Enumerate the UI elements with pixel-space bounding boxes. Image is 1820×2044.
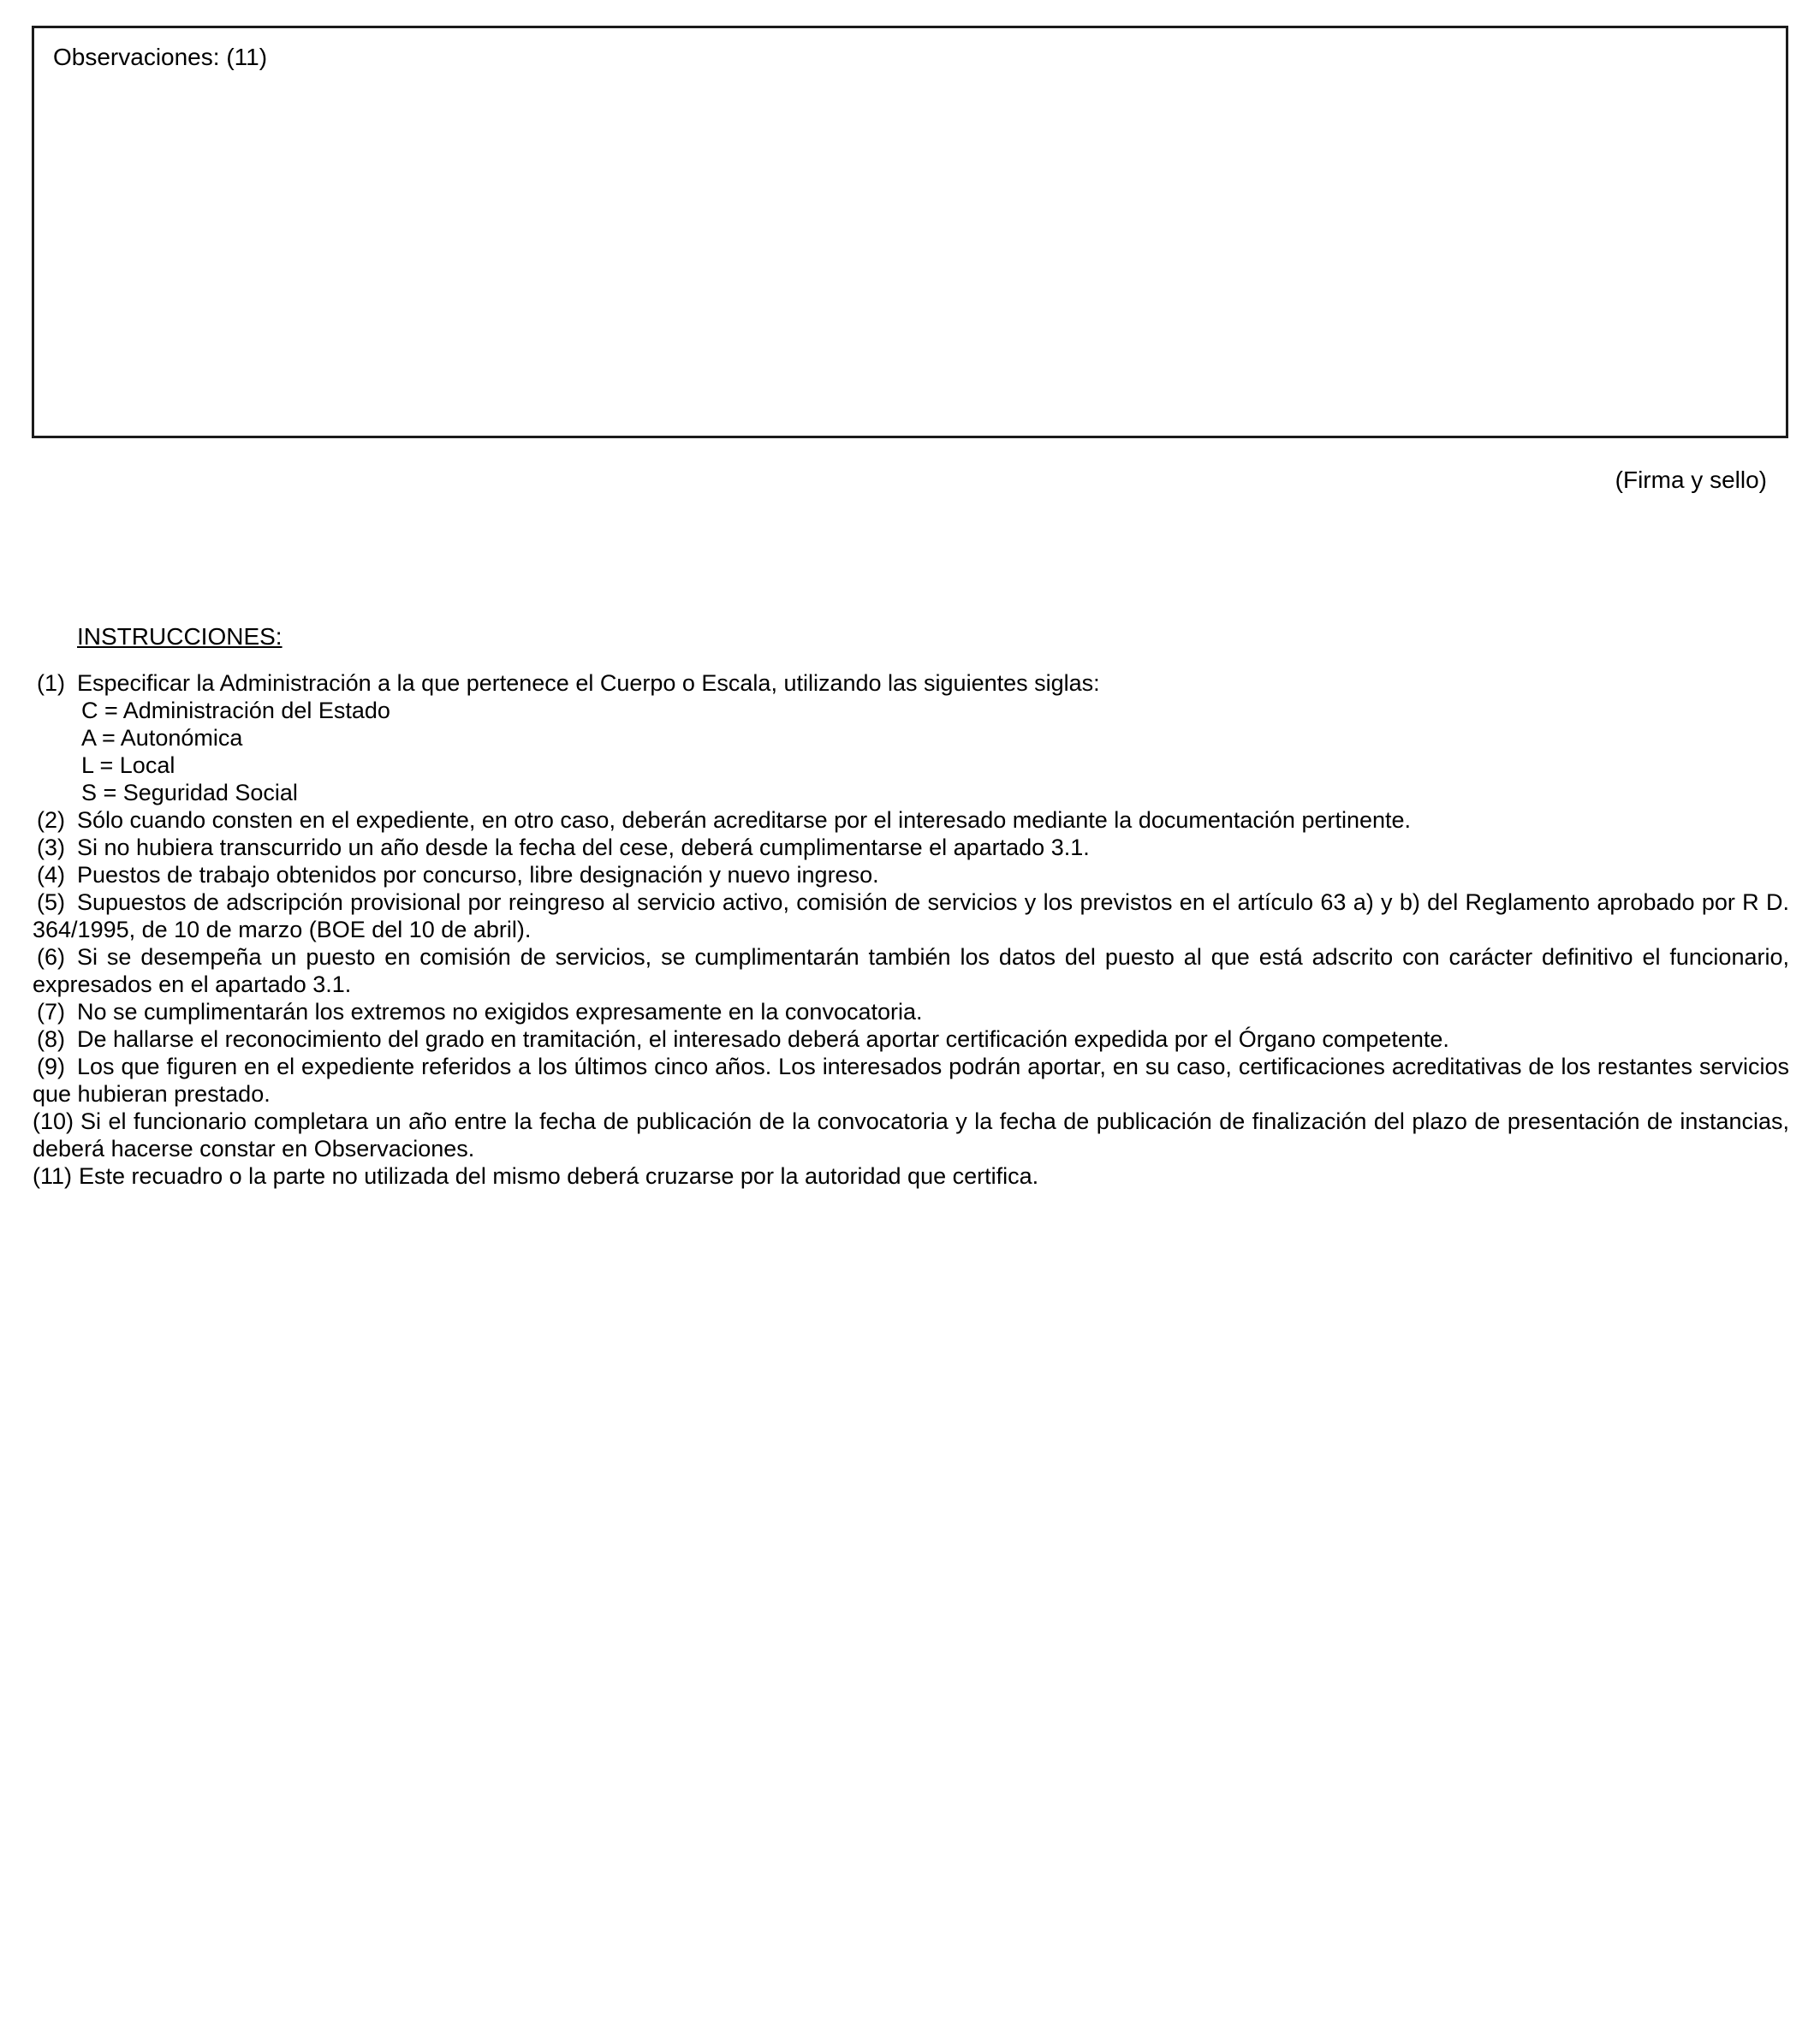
instruction-number: (2): [37, 807, 65, 833]
instructions-title: INSTRUCCIONES:: [77, 623, 283, 650]
instruction-item-1: [33, 669, 1789, 697]
instruction-text: Los que figuren en el expediente referidos a los últimos cinco años. Los interesados podrán aportar, en su caso, certificaciones acreditativas de los restantes servicios que hubieran prestado.: [33, 1054, 1789, 1107]
instruction-subline: S = Seguridad Social: [81, 780, 298, 805]
instruction-number: (9): [37, 1054, 65, 1079]
instruction-item-9: [33, 1053, 1789, 1108]
instruction-text: No se cumplimentarán los extremos no exigidos expresamente en la convocatoria.: [77, 999, 923, 1025]
instruction-item-11: [33, 1162, 1789, 1190]
instruction-text: Si se desempeña un puesto en comisión de servicios, se cumplimentarán también los datos del puesto al que está adscrito con carácter definitivo el funcionario, expresados en el apartado 3.1.: [33, 944, 1789, 997]
instruction-text: De hallarse el reconocimiento del grado en tramitación, el interesado deberá aportar certificación expedida por el Órgano competente.: [77, 1026, 1449, 1052]
instruction-text: Sólo cuando consten en el expediente, en otro caso, deberán acreditarse por el interesado mediante la documentación pertinente.: [77, 807, 1412, 833]
instruction-text: Supuestos de adscripción provisional por reingreso al servicio activo, comisión de servicios y los previstos en el artículo 63 a) y b) del Reglamento aprobado por R D. 364/1995, de 10 de marzo (BOE del 10 de abril).: [33, 889, 1789, 942]
instruction-subline: A = Autonómica: [81, 725, 243, 751]
observations-box: [32, 26, 1788, 438]
instruction-item-8: [33, 1025, 1789, 1053]
instruction-item-7: [33, 998, 1789, 1025]
instruction-number: (3): [37, 835, 65, 860]
instruction-number: (11): [33, 1163, 73, 1189]
instruction-number: (7): [37, 999, 65, 1025]
observations-label: Observaciones: (11): [53, 44, 268, 70]
instructions-list: [33, 669, 1789, 1190]
instruction-number: (6): [37, 944, 65, 970]
instruction-item-4: [33, 861, 1789, 888]
instruction-item-10: [33, 1108, 1789, 1162]
instruction-item-6: [33, 943, 1789, 998]
instruction-text: Si el funcionario completara un año entre la fecha de publicación de la convocatoria y la fecha de publicación de finalización del plazo de presentación de instancias, deberá hacerse constar en Observaciones.: [33, 1108, 1789, 1162]
instruction-number: (1): [37, 670, 65, 696]
instruction-item-3: [33, 834, 1789, 861]
instruction-subline: C = Administración del Estado: [81, 698, 390, 723]
instruction-number: (4): [37, 862, 65, 888]
instruction-number: (10): [33, 1108, 74, 1134]
instruction-item-5: [33, 888, 1789, 943]
signature-label: (Firma y sello): [1615, 466, 1767, 493]
instruction-text: Este recuadro o la parte no utilizada del mismo deberá cruzarse por la autoridad que certifica.: [79, 1163, 1039, 1189]
instruction-text: Puestos de trabajo obtenidos por concurso, libre designación y nuevo ingreso.: [77, 862, 879, 888]
instruction-subline: L = Local: [81, 752, 175, 778]
instruction-text: Si no hubiera transcurrido un año desde la fecha del cese, deberá cumplimentarse el apartado 3.1.: [77, 835, 1090, 860]
instruction-number: (8): [37, 1026, 65, 1052]
instruction-text: Especificar la Administración a la que pertenece el Cuerpo o Escala, utilizando las siguientes siglas:: [77, 670, 1100, 696]
instruction-item-2: [33, 806, 1789, 834]
instruction-sublines: [81, 697, 1789, 806]
instruction-number: (5): [37, 889, 65, 915]
